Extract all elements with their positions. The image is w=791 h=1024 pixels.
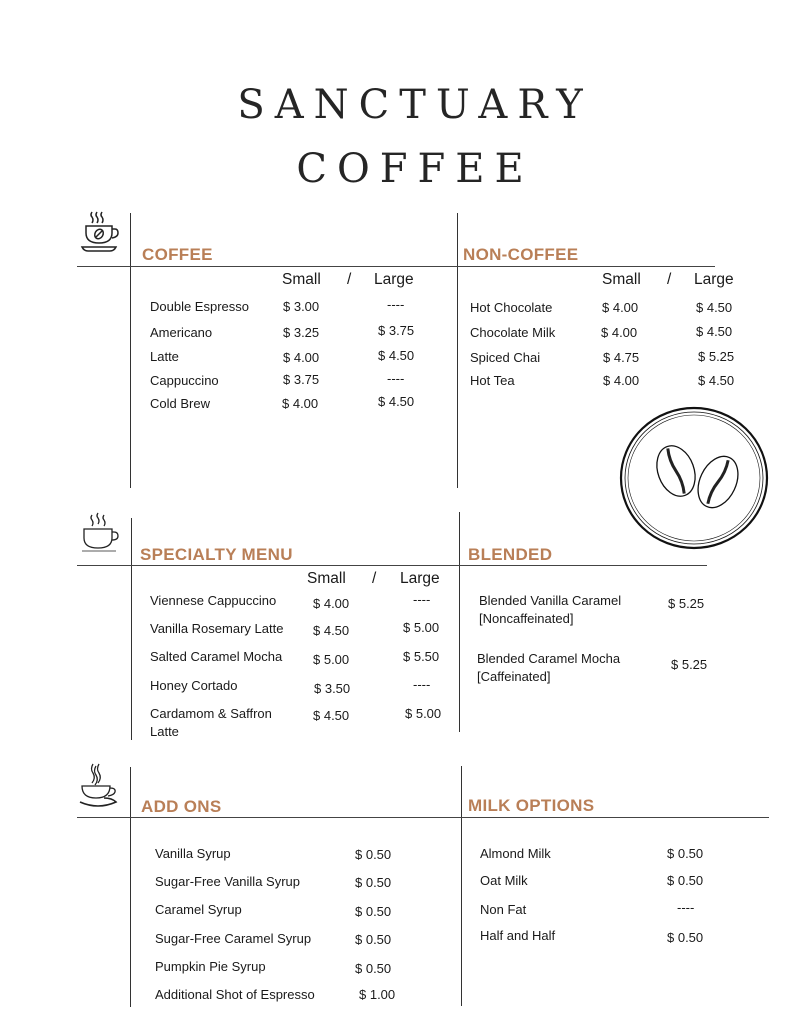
- menu-item-large-price: $ 5.00: [403, 620, 440, 635]
- menu-item-note: [Noncaffeinated]: [479, 611, 574, 626]
- center-vertical-rule-middle: [459, 512, 460, 732]
- menu-item-name: Almond Milk: [480, 846, 551, 861]
- menu-item-large-price: ----: [387, 371, 405, 386]
- menu-item-price: $ 0.50: [355, 961, 392, 976]
- column-header-large: Large: [694, 271, 734, 288]
- menu-item-name: Double Espresso: [150, 299, 249, 314]
- menu-item-price: $ 5.25: [671, 657, 708, 672]
- column-header-small: Small: [307, 570, 346, 587]
- menu-item-price: $ 0.50: [355, 875, 392, 890]
- section-title-milk-options: MILK OPTIONS: [468, 796, 595, 815]
- section-title-specialty: SPECIALTY MENU: [140, 545, 293, 564]
- menu-item-name: Spiced Chai: [470, 350, 541, 365]
- menu-item-name: Sugar-Free Caramel Syrup: [155, 931, 312, 946]
- column-header-large: Large: [374, 271, 414, 288]
- coffee-horizontal-rule: [77, 266, 458, 267]
- menu-item-price: $ 0.50: [667, 846, 704, 861]
- section-title-non-coffee: NON-COFFEE: [463, 245, 579, 264]
- menu-item-large-price: ----: [413, 592, 431, 607]
- specialty-vertical-rule: [131, 518, 132, 740]
- menu-item-small-price: $ 4.50: [313, 623, 350, 638]
- menu-item-name: Chocolate Milk: [470, 325, 556, 340]
- menu-item-price: $ 0.50: [355, 932, 392, 947]
- menu-item-small-price: $ 3.75: [283, 372, 320, 387]
- title-line-2: COFFEE: [296, 146, 534, 192]
- menu-item-name: Hot Tea: [470, 373, 515, 388]
- menu-item-name: Pumpkin Pie Syrup: [155, 959, 266, 974]
- menu-item-name: Oat Milk: [480, 873, 528, 888]
- menu-item-small-price: $ 4.50: [313, 708, 350, 723]
- blended-horizontal-rule: [459, 565, 707, 566]
- menu-item-large-price: $ 4.50: [696, 300, 733, 315]
- column-header-small: Small: [602, 271, 641, 288]
- menu-item-large-price: $ 4.50: [698, 373, 735, 388]
- menu-item-large-price: $ 3.75: [378, 323, 415, 338]
- menu-item-small-price: $ 3.50: [314, 681, 351, 696]
- menu-item-price: ----: [677, 900, 695, 915]
- menu-item-large-price: $ 4.50: [378, 348, 415, 363]
- menu-item-large-price: $ 4.50: [696, 324, 733, 339]
- steaming-mug-icon: [80, 512, 120, 552]
- menu-item-name: Cardamom & Saffron: [150, 706, 272, 721]
- menu-item-name: Viennese Cappuccino: [150, 593, 277, 608]
- menu-item-small-price: $ 5.00: [313, 652, 350, 667]
- menu-item-name: Non Fat: [480, 902, 527, 917]
- menu-item-price: $ 0.50: [355, 904, 392, 919]
- menu-item-name: Latte: [150, 349, 179, 364]
- menu-item-price: $ 1.00: [359, 987, 396, 1002]
- section-title-blended: BLENDED: [468, 545, 553, 564]
- non-coffee-horizontal-rule: [457, 266, 715, 267]
- menu-item-small-price: $ 4.00: [602, 300, 639, 315]
- column-header-slash: /: [667, 271, 672, 288]
- teacup-saucer-icon: [78, 762, 120, 808]
- add-ons-horizontal-rule: [77, 817, 462, 818]
- menu-item-small-price: $ 4.00: [283, 350, 320, 365]
- center-vertical-rule-bottom: [461, 766, 462, 1006]
- specialty-horizontal-rule: [77, 565, 460, 566]
- menu-item-name: Blended Caramel Mocha: [477, 651, 621, 666]
- menu-item-large-price: ----: [387, 297, 405, 312]
- menu-item-large-price: ----: [413, 677, 431, 692]
- menu-item-small-price: $ 3.25: [283, 325, 320, 340]
- milk-options-horizontal-rule: [461, 817, 769, 818]
- menu-item-large-price: $ 5.25: [698, 349, 735, 364]
- center-vertical-rule-top: [457, 213, 458, 488]
- section-title-coffee: COFFEE: [142, 245, 213, 264]
- menu-item-name: Caramel Syrup: [155, 902, 242, 917]
- menu-item-name: Vanilla Syrup: [155, 846, 231, 861]
- menu-item-name: Vanilla Rosemary Latte: [150, 621, 284, 636]
- add-ons-vertical-rule: [130, 767, 131, 1007]
- menu-item-small-price: $ 4.00: [601, 325, 638, 340]
- column-header-large: Large: [400, 570, 440, 587]
- column-header-slash: /: [347, 271, 352, 288]
- menu-item-price: $ 5.25: [668, 596, 705, 611]
- column-header-slash: /: [372, 570, 377, 587]
- menu-item-name: Cold Brew: [150, 396, 210, 411]
- section-title-add-ons: ADD ONS: [141, 797, 222, 816]
- menu-item-small-price: $ 3.00: [283, 299, 320, 314]
- menu-item-large-price: $ 5.50: [403, 649, 440, 664]
- coffee-beans-plate-icon: [618, 405, 770, 551]
- menu-item-price: $ 0.50: [355, 847, 392, 862]
- menu-item-name-continued: Latte: [150, 724, 179, 739]
- menu-item-large-price: $ 5.00: [405, 706, 442, 721]
- menu-item-name: Americano: [150, 325, 213, 340]
- menu-item-name: Cappuccino: [150, 373, 219, 388]
- menu-item-name: Blended Vanilla Caramel: [479, 593, 622, 608]
- coffee-cup-bean-icon: [80, 210, 120, 254]
- menu-item-name: Half and Half: [480, 928, 556, 943]
- menu-item-price: $ 0.50: [667, 873, 704, 888]
- menu-item-price: $ 0.50: [667, 930, 704, 945]
- menu-item-small-price: $ 4.00: [603, 373, 640, 388]
- menu-item-name: Sugar-Free Vanilla Syrup: [155, 874, 300, 889]
- menu-item-note: [Caffeinated]: [477, 669, 551, 684]
- menu-item-name: Hot Chocolate: [470, 300, 553, 315]
- coffee-vertical-rule: [130, 213, 131, 488]
- title-line-1: SANCTUARY: [237, 82, 593, 128]
- menu-item-name: Honey Cortado: [150, 678, 238, 693]
- menu-item-small-price: $ 4.00: [313, 596, 350, 611]
- menu-item-small-price: $ 4.75: [603, 350, 640, 365]
- column-header-small: Small: [282, 271, 321, 288]
- menu-item-large-price: $ 4.50: [378, 394, 415, 409]
- menu-item-name: Salted Caramel Mocha: [150, 649, 283, 664]
- menu-item-small-price: $ 4.00: [282, 396, 319, 411]
- menu-item-name: Additional Shot of Espresso: [155, 987, 315, 1002]
